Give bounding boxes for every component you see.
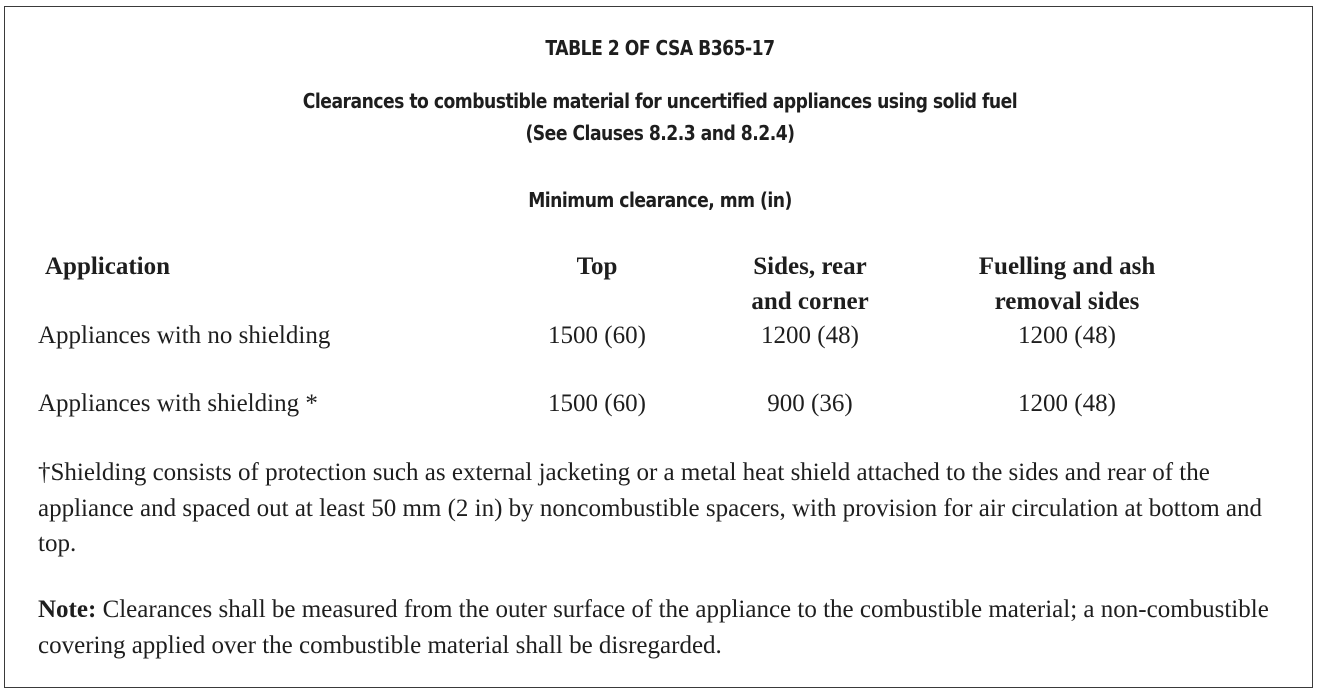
clause-reference: (See Clauses 8.2.3 and 8.2.4) — [525, 121, 795, 145]
row-sides-value: 900 (36) — [767, 390, 853, 417]
table-subtitle: Clearances to combustible material for uncertified appliances using solid fuel — [302, 89, 1018, 113]
table-title: TABLE 2 OF CSA B365-17 — [545, 36, 775, 60]
column-header-top: Top — [576, 253, 618, 280]
column-header-sides-line1: Sides, rear — [753, 253, 867, 280]
minimum-clearance-header: Minimum clearance, mm (in) — [528, 188, 792, 212]
row-fuelling-value: 1200 (48) — [1018, 322, 1116, 349]
row-top-value: 1500 (60) — [548, 390, 646, 417]
column-header-fuelling-line1: Fuelling and ash — [978, 253, 1156, 280]
row-application: Appliances with shielding * — [38, 390, 318, 417]
column-header-application: Application — [45, 253, 171, 280]
row-fuelling-value: 1200 (48) — [1018, 390, 1116, 417]
note-paragraph — [38, 592, 1288, 663]
row-application: Appliances with no shielding — [38, 322, 331, 349]
column-header-fuelling-line2: removal sides — [994, 288, 1140, 315]
note-label: Note: — [38, 596, 97, 623]
column-header-sides-line2: and corner — [751, 288, 869, 315]
row-sides-value: 1200 (48) — [761, 322, 859, 349]
note-text: Clearances shall be measured from the outer surface of the appliance to the combustible material; a non-combustible covering applied over the combustible material shall be disregarded. — [38, 596, 1269, 659]
shielding-footnote: †Shielding consists of protection such as external jacketing or a metal heat shield attached to the sides and rear of the appliance and spaced out at least 50 mm (2 in) by noncombustible spacers, with provision for air circulation at bottom and top. — [38, 459, 1262, 557]
row-top-value: 1500 (60) — [548, 322, 646, 349]
